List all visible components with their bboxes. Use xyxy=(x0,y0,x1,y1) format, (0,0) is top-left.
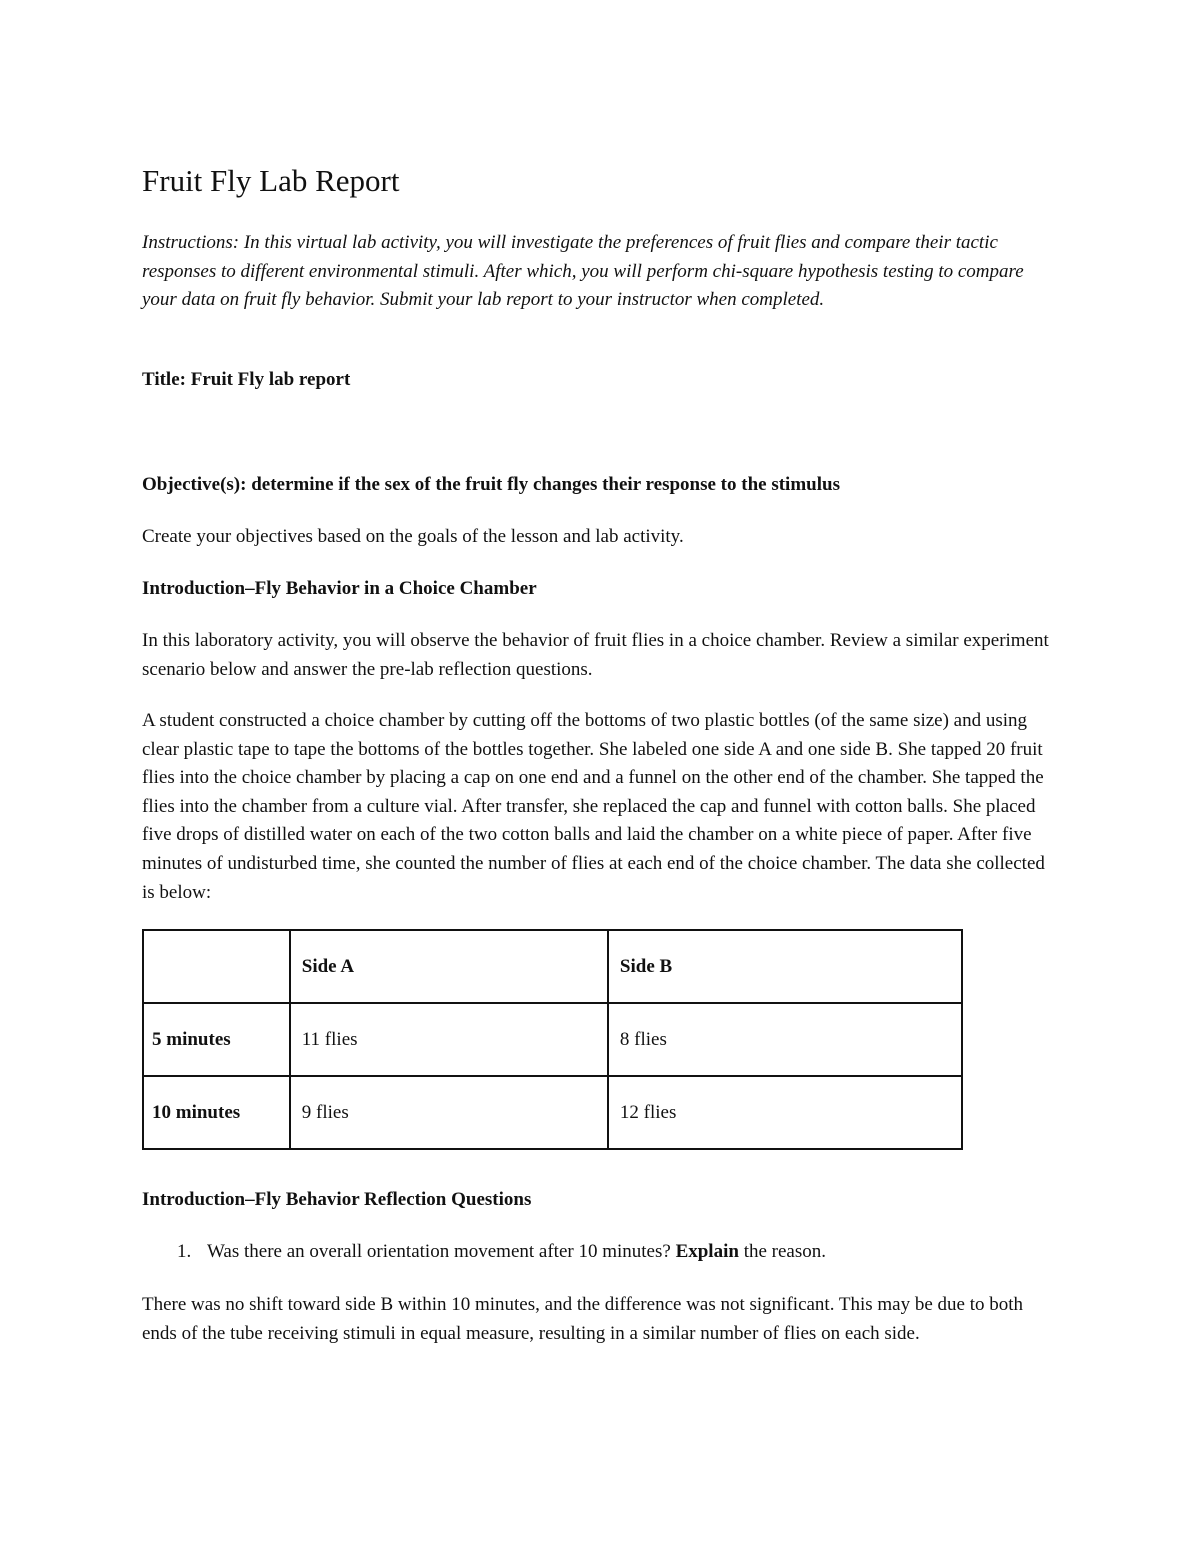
report-title: Title: Fruit Fly lab report xyxy=(142,369,351,390)
answer-1-paragraph: There was no shift toward side B within 10 minutes, and the difference was not significant. This may be due to both ends of the tube receiving stimuli in equal measure, resulting in a similar number of flies on each side. xyxy=(142,1294,1024,1344)
table-row xyxy=(143,1003,962,1076)
question-1 xyxy=(177,1238,826,1266)
question-bold-word: Explain xyxy=(675,1241,739,1262)
table-header-row xyxy=(143,930,962,1003)
table-row-label: 10 minutes xyxy=(143,1076,290,1149)
table-row xyxy=(143,1076,962,1149)
table-header-cell xyxy=(143,930,290,1003)
scenario-paragraph: A student constructed a choice chamber by cutting off the bottoms of two plastic bottles (of the same size) and using clear plastic tape to tape the bottoms of the bottles together. She labeled one side A and one side B. She tapped 20 fruit flies into the choice chamber by placing a cap on one end and a funnel on the other end of the chamber. She tapped the flies into the chamber from a culture vial. After transfer, she replaced the cap and funnel with cotton balls. She placed five drops of distilled water on each of the two cotton balls and laid the chamber on a white piece of paper. After five minutes of undisturbed time, she counted the number of flies at each end of the choice chamber. The data she collected is below: xyxy=(142,710,1045,903)
question-number: 1. xyxy=(177,1241,192,1262)
table-header-cell: Side B xyxy=(608,930,962,1003)
reflection-heading: Introduction–Fly Behavior Reflection Questions xyxy=(142,1189,532,1210)
question-text-after: the reason. xyxy=(738,1241,826,1262)
fly-count-table xyxy=(142,929,963,1150)
intro-heading: Introduction–Fly Behavior in a Choice Chamber xyxy=(142,578,537,599)
table-header-cell: Side A xyxy=(290,930,608,1003)
table-cell: 8 flies xyxy=(608,1003,962,1076)
objective-line: Objective(s): determine if the sex of the fruit fly changes their response to the stimulus xyxy=(142,474,840,495)
table-cell: 12 flies xyxy=(608,1076,962,1149)
table-cell: 11 flies xyxy=(290,1003,608,1076)
document-title: Fruit Fly Lab Report xyxy=(142,163,400,198)
table-cell: 9 flies xyxy=(290,1076,608,1149)
question-text-before: Was there an overall orientation movement after 10 minutes? xyxy=(207,1241,676,1262)
instructions-paragraph: Instructions: In this virtual lab activity, you will investigate the preferences of fruit flies and compare their tactic responses to different environmental stimuli. After which, you will perform chi-square hypothesis testing to compare your data on fruit fly behavior. Submit your lab report to your instructor when completed. xyxy=(142,232,1024,311)
intro-paragraph: In this laboratory activity, you will observe the behavior of fruit flies in a choice chamber. Review a similar experiment scenario below and answer the pre-lab reflection questions. xyxy=(142,630,1049,680)
table-row-label: 5 minutes xyxy=(143,1003,290,1076)
objective-hint: Create your objectives based on the goals of the lesson and lab activity. xyxy=(142,526,684,547)
